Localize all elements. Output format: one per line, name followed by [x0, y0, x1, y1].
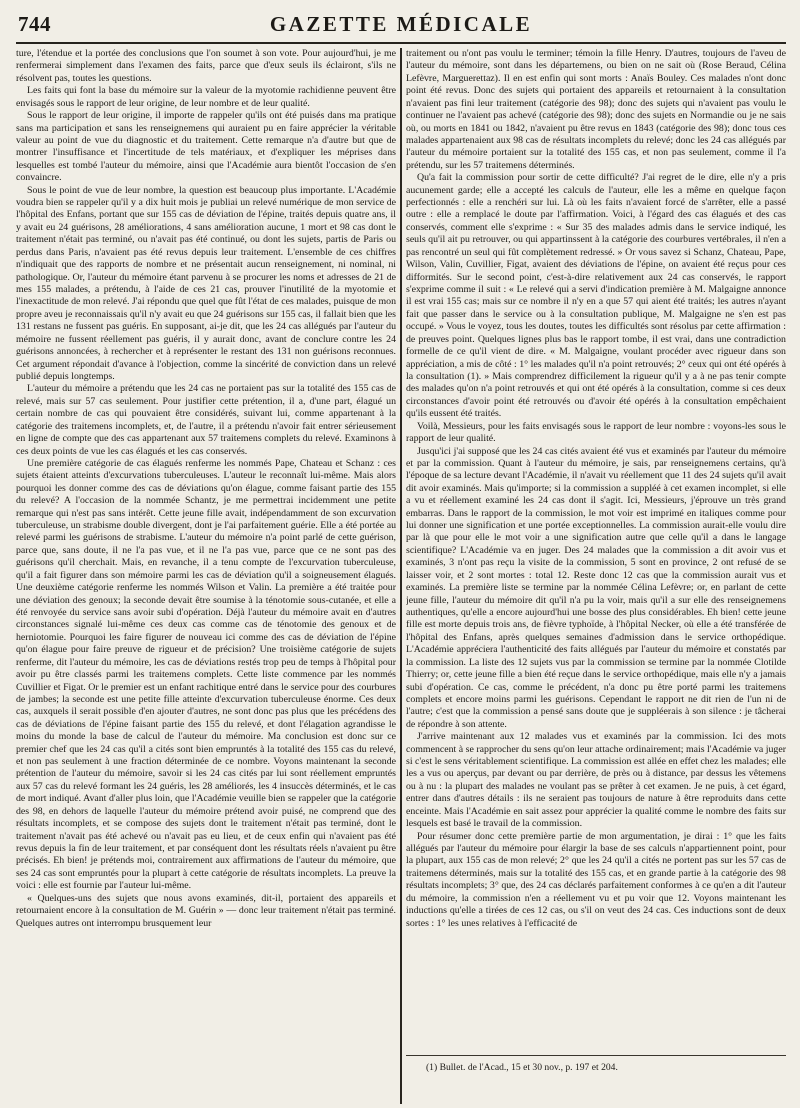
- paragraph: Les faits qui font la base du mémoire sur la valeur de la myotomie rachidienne peuvent être envisagés sous le rapport de leur origine, de leur nombre et de leur qualité.: [16, 85, 396, 109]
- page-header: [16, 10, 786, 44]
- page-number: 744: [18, 12, 51, 36]
- footnote-divider: [406, 1055, 786, 1056]
- paragraph: traitement ou n'ont pas voulu le terminer; témoin la fille Henry. D'autres, toujours de l'aveu de l'auteur du mémoire, sont dans les départemens, ou bien on ne sait où (Rose Beraud, Célina Lefèvre, Marguerettaz). Il en est enfin qui sont morts : Anaïs Bouley. Ces malades n'ont donc point été revus. Donc des sujets qui portaient des appareils et retournaient à la consultation n'avaient pas fini leur traitement (catégorie des 98); donc des sujets qui n'avaient pas voulu le continuer ne l'avaient pas achevé (catégorie des 98); donc des sujets en Normandie ou je ne sais où, ou morts en 1841 ou 1842, n'avaient pu être revus en 1843 (catégorie des 98); donc tous ces malades appartenaient aux 98 cas de résultats incomplets du relevé; donc les 24 cas allégués par l'auteur du mémoire portaient sur la totalité des 155 cas, et non pas seulement, comme il l'a prétendu, sur les 57 traitemens déterminés.: [405, 48, 786, 171]
- right-column: [406, 48, 786, 1104]
- column-divider: [400, 48, 402, 1104]
- paragraph: « Quelques-uns des sujets que nous avons examinés, dit-il, portaient des appareils et retournaient encore à la consultation de M. Guérin » — donc leur traitement n'était pas terminé. Quelques autres ont interrompu brusquement leur: [16, 892, 396, 929]
- paragraph: ture, l'étendue et la portée des conclusions que l'on soumet à son vote. Pour aujourd'hui, je me renfermerai simplement dans l'examen des faits, parce que d'eux seuls ils éclairont, s'ils ne résolvent pas, toutes les questions.: [16, 48, 396, 84]
- paragraph: Voilà, Messieurs, pour les faits envisagés sous le rapport de leur nombre : voyons-les sous le rapport de leur qualité.: [405, 420, 786, 445]
- paragraph: Sous le point de vue de leur nombre, la question est beaucoup plus importante. L'Académie voudra bien se rappeler qu'il y a dix huit mois je publiai un relevé numérique de mon service de l'hôpital des Enfans, portant que sur 155 cas de déviation de l'épine, traités depuis quatre ans, il y avait eu 24 guérisons, 28 améliorations, 4 sans amélioration aucune, 1 mort et 98 cas dont le traitement n'était pas terminé, ou n'avait pas été continué, ou dont les sujets, partis de Paris ou perdus dans Paris, n'avaient pas été revus depuis leur traitement. L'ensemble de ces chiffres n'indiquait que des rapports de nombre et ne présentait aucun renseignement, ni nominal, ni pathologique. Or, l'auteur du mémoire étant parvenu à se procurer les noms et adresses de 21 de mes 155 malades, a prétendu, à l'aide de ces 21 cas, prouver l'inutilité de la myotomie et l'inexactitude de mon relevé. J'ai répondu que quel que fût l'état de ces malades, puisque de mon propre aveu je reconnaissais qu'il n'y avait eu que 24 guérisons sur 155 cas, il fallait bien que les 131 restans ne fussent pas guéris. En supposant, ai-je dit, que les 24 cas allégués par l'auteur du mémoire ne fussent réellement pas guéris, il y aurait donc, avant de conclure contre les 24 guérisons annoncées, à rechercher et à représenter le restant des 131 non guérisons reconnues. Cet argument répondait d'avance à l'objection, comme la sincérité de conviction dans un relevé publié depuis longtemps.: [16, 184, 396, 382]
- paragraph: L'auteur du mémoire a prétendu que les 24 cas ne portaient pas sur la totalité des 155 cas de relevé, mais sur 57 cas seulement. Pour justifier cette prétention, il a, d'une part, élagué un certain nombre de cas qui pouvaient être considérés, suivant lui, comme appartenant à la catégorie des traitemens incomplets, et, de l'autre, il a prétendu n'avoir fait entrer sérieusement en ligne de compte que des cas appartenant aux 57 traitemens complets du relevé. Examinons à ces deux points de vue les cas élagués et les cas conservés.: [16, 383, 396, 457]
- paragraph: Sous le rapport de leur origine, il importe de rappeler qu'ils ont été puisés dans ma pratique sans ma participation et sans les renseignemens qui auraient pu en faire apprécier la véritable valeur au point de vue du diagnostic et du traitement. Cette remarque n'a d'autre but que de montrer l'insuffisance et l'incertitude de tels matériaux, et d'expliquer les méprises dans lesquelles est tombé l'auteur du mémoire, ainsi que l'Académie aura bientôt l'occasion de s'en convaincre.: [16, 110, 396, 184]
- left-column: [16, 48, 396, 1104]
- paragraph: Une première catégorie de cas élagués renferme les nommés Pape, Chateau et Schanz : ces sujets étaient atteints d'excurvations tuberculeuses. L'auteur le reconnaît lui-même. Mais alors pourquoi les donner comme des cas de déviations qu'on élague, comme faisant partie des 155 du relevé? A l'occasion de la nommée Schantz, je me permettrai incidemment une petite remarque qui n'est pas sans intérêt. Cette jeune fille avait, indépendamment de son excurvation tuberculeuse, un strabisme double divergent, dont je l'ai parfaitement guérie. Elle a été portée au relevé parmi les guérisons de strabisme. L'auteur du mémoire n'a point parlé de cette guérison, parce que, sans doute, il ne l'a pas vue, et il ne l'a pas vue, parce que ce ne sont pas des guérisons qu'il cherchait. Mais, en revanche, il a tenu compte de l'excurvation tuberculeuse, qu'il a fait figurer dans son mémoire parmi les cas de déviation qu'il a soigneusement élagués. Une deuxième catégorie renferme les nommés Wilson et Valin. La première a été traitée pour une déviation des genoux; la seconde devait être soumise à la ténotomie sous-cutanée, et elle a été renvoyée du service sans avoir subi d'opération. Déjà l'auteur du mémoire avait en d'autres circonstances signalé lui-même ces deux cas comme cas de ténotomie des genoux et de herniotomie. Pourquoi les faire figurer de nouveau ici comme des cas de déviation de l'épine qu'on élague pour faire preuve de rigueur et de précision? Une troisième catégorie de sujets renferme, dit l'auteur du mémoire, les cas de déviations restés trop peu de temps à l'hôpital pour avoir pu être classés parmi les traitemens complets. Cette liste commence par les nommés Cuvillier et Figat. Or le premier est un enfant rachitique entré dans le service pour des courbures de jambes; la seconde est une petite fille atteinte d'excurvation tuberculeuse énorme. Ces deux cas, auxquels il serait possible d'en ajouter d'autres, ne sont donc pas plus que les précédens des cas de déviations de l'épine faisant partie des 155 du relevé, et dont l'élagation agrandisse le moins du monde la base de calcul de l'auteur du mémoire. Ma conclusion est donc sur ce premier chef que les 24 cas qu'il a cités sont bien empruntés à la totalité des 155 cas du relevé, et non pas seulement à une fraction déterminée de ce nombre. Voyons maintenant la seconde prétention de l'auteur du mémoire, savoir si les 24 cas cités par lui sont réellement empruntés aux 57 cas du relevé formant les 24 guéris, les 28 améliorés, les 4 insuccès déterminés, et le cas de mort indiqué. Avant d'aller plus loin, que l'Académie veuille bien se rappeler que la catégorie des 98, en dehors de laquelle l'auteur du mémoire prétend avoir puisé, ne comprend que des résultats incomplets, et se compose des sujets dont le traitement n'était pas terminé, dont le traitement n'avait pas été achevé ou n'avait pas eu lieu, et de ceux enfin qui n'avaient pas été revus depuis la fin de leur traitement, et par conséquent dont les résultats réels n'avaient pu être précisés. Eh bien! je prétends moi, contrairement aux affirmations de l'auteur du mémoire, que ses 24 cas sont empruntés pour la plupart à cette catégorie de résultats incomplets. La preuve la voici : elle est fournie par l'auteur lui-même.: [16, 457, 396, 892]
- paragraph: Pour résumer donc cette première partie de mon argumentation, je dirai : 1° que les faits allégués par l'auteur du mémoire pour élargir la base de ses calculs n'appartiennent point, pour la plupart, aux 155 cas de mon relevé; 2° que les 24 qu'il a cités ne portent pas sur les 57 cas de traitemens déterminés, mais sur la totalité des 155 cas, et en grande partie à la catégorie des 98 résultats incomplets; 3° que, des 24 cas déclarés parfaitement conformes à ce qu'en a dit l'auteur du mémoire, la commission n'en a réellement vu et pu voir que 12. Voyons maintenant les inductions qu'elle a tirées de ces 12 cas, ou s'il on veut des 24 cas. Ces inductions sont de deux sortes : 1° les unes relatives à l'efficacité de: [405, 830, 786, 929]
- paragraph: J'arrive maintenant aux 12 malades vus et examinés par la commission. Ici des mots commencent à se rapprocher du sens qu'on leur attache ordinairement; mais l'Académie va juger si c'est le sens véritablement scientifique. La commission est allée en effet chez les malades; elle les a vus ou aperçus, par devant ou par derrière, de près ou à distance, par dessus les vêtemens ou à nu : la plupart des malades ne voulant pas se prêter à cet examen. Je ne puis, à cet égard, entrer dans d'autres détails : ils ne seraient pas toujours de nature à être reproduits dans cette enceinte. Mais l'Académie en sait assez pour apprécier la qualité comme le nombre des faits sur lesquels est basé le travail de la commission.: [405, 731, 786, 830]
- paragraph: Qu'a fait la commission pour sortir de cette difficulté? J'ai regret de le dire, elle n'y a pris aucunement garde; elle a accepté les calculs de l'auteur, elle les a même en quelque façon perfectionnés : elle a renchéri sur lui. Là où les faits n'avaient forcé de s'arrêter, elle a passé outre : elle a remplacé le doute par l'affirmation. Voici, à l'égard des cas élagués et des cas conservés, comment elle s'exprime : « Sur 35 des malades admis dans le service indiqué, les seuls qu'il ait pu retrouver, ou qui appartinssent à la catégorie des courbures vertébrales, il n'en a pas rencontré un seul qui fût complètement redressé. » Or vous savez si Schanz, Chateau, Pape, Wilson, Valin, Cuvillier, Figat, avaient des déviations de l'épine, on avaient été reçus pour ces difformités. Sur le second point, c'est-à-dire relativement aux 24 cas conservés, le rapport s'exprime comme il suit : « Le relevé qui a servi d'indication première à M. Malgaigne annonce il est vrai 155 cas; mais sur ce nombre il n'y en a que 57 qui aient été traités; les autres n'ayant fait que passer dans le service ou à la consultation publique, M. Malgaigne ne s'en est pas occupé. » Vous le voyez, tous les doutes, toutes les difficultés sont résolus par cette affirmation : de preuves point. Quelques lignes plus bas le rapport tombe, il est vrai, dans une contradiction formelle de ce qu'il vient de dire. « M. Malgaigne, voulant procéder avec rigueur dans son appréciation, a mis de côté : 1° les malades qu'il n'a point retrouvés; 2° ceux qui ont été opérés à la consultation (1). » Mais comprendrez difficilement la rigueur qu'il y a à ne pas tenir compte des malades qu'on n'a point retrouvés et qui ont été opérés à la consultation, comme si ces deux circonstances d'avoir point été retrouvés ou d'avoir été opérés à la consultation empêchaient qu'ils eussent été traités.: [405, 172, 786, 420]
- right-column-text: [406, 48, 786, 1068]
- two-column-body: [16, 48, 786, 1104]
- publication-title: GAZETTE MÉDICALE: [269, 12, 533, 36]
- footnote: (1) Bullet. de l'Acad., 15 et 30 nov., p. 197 et 204.: [425, 1061, 618, 1073]
- paragraph: Jusqu'ici j'ai supposé que les 24 cas cités avaient été vus et examinés par l'auteur du mémoire et par la commission. Quant à l'auteur du mémoire, je sais, par renseignemens certains, qu'à l'époque de sa lecture devant l'Académie, il n'avait vu réellement que 11 des 24 sujets qu'il avait dit avoir examinés. Mais qu'importe; si la commission a suppléé à cet examen incomplet, si elle a vu et réellement examiné les 24 cas dont il s'agit. Ici, Messieurs, j'éprouve un très grand embarras. Dans le rapport de la commission, le mot voir est imprimé en italiques comme pour lui donner une signification et une portée exceptionnelles. La commission aurait-elle voulu dire par là que pour elle le mot voir a une signification autre que celle qu'il a dans le langage scientifique? L'Académie va en juger. Des 24 malades que la commission a dit avoir vus et examinés, 3 n'ont pas reçu la visite de la commission, 5 sont en province, 2 ont refusé de se laisser voir, et 2 sont mortes : total 12. Reste donc 12 cas que la commission aurait vus et examinés. La première liste se termine par la nommée Célina Lefèvre; or, en parlant de cette jeune fille, l'auteur du mémoire dit qu'il n'a pu la voir, mais qu'il a sur elle des renseignemens authentiques, qu'elle a encore aujourd'hui une bosse des plus considérables. Eh bien! cette jeune fille est morte depuis trois ans, de fièvre typhoïde, à l'hôpital Necker, où elle a été transférée de l'hôpital des Enfans, après quelques semaines d'admission dans le service orthopédique. L'Académie appréciera l'authenticité des faits allégués par l'auteur du mémoire et constatés par la commission. La liste des 12 sujets vus par la commission se termine par la nommée Clotilde Thierry; or, cette jeune fille a bien été reçue dans le service orthopédique, mais elle n'y a jamais subi d'opération. Ce cas, comme le précédent, n'a donc pu être porté parmi les traitemens complets et encore moins parmi les guérisons. Cependant le rapport ne dit rien de l'un ni de l'autre; c'est que la commission a pensé sans doute que je suppléerais à son silence : je tâcherai de répondre à son attente.: [405, 445, 786, 730]
